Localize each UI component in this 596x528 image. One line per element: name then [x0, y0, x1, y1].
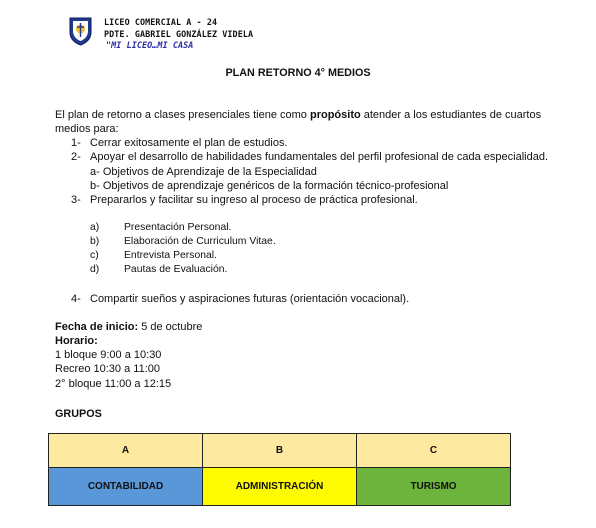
item-3-sub-a-letter: a)	[90, 222, 100, 233]
item-2-sub-b: b- Objetivos de aprendizaje genéricos de la formación técnico-profesional	[90, 180, 449, 192]
group-a-letter: A	[49, 434, 203, 468]
group-b-letter: B	[203, 434, 357, 468]
item-1-text: Cerrar exitosamente el plan de estudios.	[90, 137, 288, 149]
item-2-number: 2-	[71, 151, 81, 163]
intro-after: atender a los estudiantes de cuartos medios para:	[55, 109, 542, 135]
group-b-name: ADMINISTRACIÓN	[203, 468, 357, 506]
item-4-number: 4-	[71, 293, 81, 305]
item-3-number: 3-	[71, 194, 81, 206]
item-3-sub-b-text: Elaboración de Curriculum Vitae.	[124, 236, 276, 247]
intro-paragraph	[55, 108, 545, 136]
page-title: PLAN RETORNO 4° MEDIOS	[225, 67, 371, 79]
item-2-text: Apoyar el desarrollo de habilidades fundamentales del perfil profesional de cada especialidad.	[90, 151, 549, 163]
item-3-text: Prepararlos y facilitar su ingreso al proceso de práctica profesional.	[90, 194, 418, 206]
item-4-text: Compartir sueños y aspiraciones futuras (orientación vocacional).	[90, 293, 410, 305]
start-date-value: 5 de octubre	[138, 321, 203, 333]
item-3-sub-d-text: Pautas de Evaluación.	[124, 264, 228, 275]
start-date	[55, 320, 202, 334]
groups-table	[48, 433, 511, 506]
school-motto: "MI LICEO…MI CASA	[106, 40, 194, 50]
schedule-line-1: 1 bloque 9:00 a 10:30	[55, 349, 162, 361]
school-patron: PDTE. GABRIEL GONZÁLEZ VIDELA	[104, 28, 254, 39]
school-logo	[69, 16, 92, 46]
group-c-name: TURISMO	[357, 468, 511, 506]
item-3-sub-c-letter: c)	[90, 250, 99, 261]
groups-name-row	[49, 468, 511, 506]
item-3-sub-a-text: Presentación Personal.	[124, 222, 232, 233]
item-3-sub-b-letter: b)	[90, 236, 100, 247]
group-c-letter: C	[357, 434, 511, 468]
group-a-name: CONTABILIDAD	[49, 468, 203, 506]
item-2-sub-a: a- Objetivos de Aprendizaje de la Especialidad	[90, 166, 317, 178]
schedule-line-3: 2° bloque 11:00 a 12:15	[55, 378, 172, 390]
schedule-label: Horario:	[55, 335, 98, 347]
school-header	[104, 17, 253, 52]
groups-header-row	[49, 434, 511, 468]
intro-emphasis: propósito	[309, 109, 361, 121]
groups-heading: GRUPOS	[55, 408, 102, 420]
school-name: LICEO COMERCIAL A - 24	[104, 17, 218, 27]
item-1-number: 1-	[71, 137, 81, 149]
item-3-sub-d-letter: d)	[90, 264, 100, 275]
start-date-label: Fecha de inicio:	[55, 321, 139, 333]
intro-before: El plan de retorno a clases presenciales tiene como	[55, 109, 310, 121]
schedule-line-2: Recreo 10:30 a 11:00	[55, 363, 160, 375]
item-3-sub-c-text: Entrevista Personal.	[124, 250, 217, 261]
